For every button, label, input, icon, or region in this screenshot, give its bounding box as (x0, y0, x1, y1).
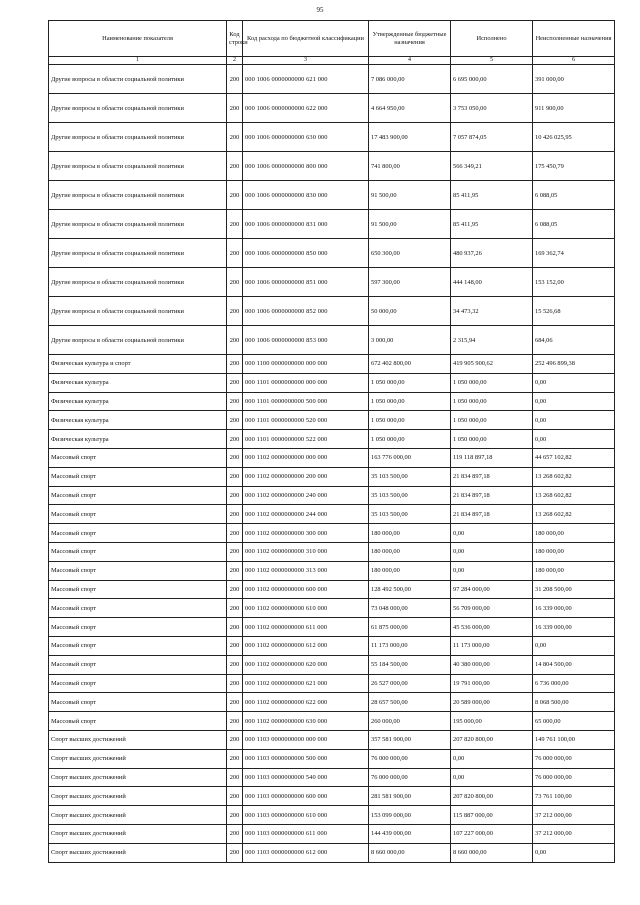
approved-amount-cell: 3 000,00 (369, 326, 451, 355)
line-code-cell: 200 (227, 580, 243, 599)
approved-amount-cell: 128 492 500,00 (369, 580, 451, 599)
line-code-cell: 200 (227, 787, 243, 806)
executed-amount-cell: 85 411,95 (451, 210, 533, 239)
line-code-cell: 200 (227, 239, 243, 268)
approved-amount-cell: 26 527 000,00 (369, 674, 451, 693)
indicator-name-cell: Массовый спорт (49, 448, 227, 467)
table-row (49, 297, 615, 326)
expense-code-cell: 000 1102 0000000000 244 000 (243, 505, 369, 524)
unexecuted-amount-cell: 44 657 102,82 (533, 448, 615, 467)
expense-code-cell: 000 1103 0000000000 500 000 (243, 749, 369, 768)
line-code-cell: 200 (227, 94, 243, 123)
approved-amount-cell: 61 875 000,00 (369, 618, 451, 637)
approved-amount-cell: 357 581 900,00 (369, 730, 451, 749)
executed-amount-cell: 40 380 000,00 (451, 655, 533, 674)
table-row (49, 712, 615, 731)
indicator-name-cell: Физическая культура (49, 430, 227, 449)
expense-code-cell: 000 1006 0000000000 853 000 (243, 326, 369, 355)
executed-amount-cell: 0,00 (451, 524, 533, 543)
line-code-cell: 200 (227, 749, 243, 768)
expense-code-cell: 000 1102 0000000000 610 000 (243, 599, 369, 618)
unexecuted-amount-cell: 169 362,74 (533, 239, 615, 268)
unexecuted-amount-cell: 0,00 (533, 373, 615, 392)
line-code-cell: 200 (227, 65, 243, 94)
executed-amount-cell: 566 349,21 (451, 152, 533, 181)
approved-amount-cell: 28 657 500,00 (369, 693, 451, 712)
executed-amount-cell: 97 284 000,00 (451, 580, 533, 599)
executed-amount-cell: 7 057 874,05 (451, 123, 533, 152)
unexecuted-amount-cell: 180 000,00 (533, 561, 615, 580)
header-expense-code: Код расхода по бюджетной классификации (243, 21, 369, 57)
line-code-cell: 200 (227, 674, 243, 693)
approved-amount-cell: 1 050 000,00 (369, 373, 451, 392)
indicator-name-cell: Спорт высших достижений (49, 843, 227, 862)
unexecuted-amount-cell: 149 761 100,00 (533, 730, 615, 749)
indicator-name-cell: Массовый спорт (49, 580, 227, 599)
executed-amount-cell: 56 709 000,00 (451, 599, 533, 618)
line-code-cell: 200 (227, 693, 243, 712)
line-code-cell: 200 (227, 730, 243, 749)
expense-code-cell: 000 1103 0000000000 611 000 (243, 824, 369, 843)
table-row (49, 486, 615, 505)
approved-amount-cell: 281 581 900,00 (369, 787, 451, 806)
executed-amount-cell: 21 834 897,18 (451, 467, 533, 486)
header-executed: Исполнено (451, 21, 533, 57)
table-row (49, 749, 615, 768)
indicator-name-cell: Массовый спорт (49, 712, 227, 731)
expense-code-cell: 000 1006 0000000000 831 000 (243, 210, 369, 239)
unexecuted-amount-cell: 180 000,00 (533, 542, 615, 561)
approved-amount-cell: 163 776 000,00 (369, 448, 451, 467)
expense-code-cell: 000 1102 0000000000 300 000 (243, 524, 369, 543)
indicator-name-cell: Физическая культура (49, 411, 227, 430)
header-number: 3 (243, 57, 369, 65)
approved-amount-cell: 91 500,00 (369, 181, 451, 210)
executed-amount-cell: 11 173 000,00 (451, 636, 533, 655)
line-code-cell: 200 (227, 355, 243, 374)
indicator-name-cell: Массовый спорт (49, 486, 227, 505)
indicator-name-cell: Массовый спорт (49, 542, 227, 561)
approved-amount-cell: 4 664 950,00 (369, 94, 451, 123)
unexecuted-amount-cell: 153 152,00 (533, 268, 615, 297)
table-row (49, 392, 615, 411)
header-line-code: Код строки (227, 21, 243, 57)
table-row (49, 674, 615, 693)
indicator-name-cell: Массовый спорт (49, 618, 227, 637)
table-row (49, 373, 615, 392)
table-row (49, 239, 615, 268)
expense-code-cell: 000 1101 0000000000 522 000 (243, 430, 369, 449)
table-row (49, 355, 615, 374)
line-code-cell: 200 (227, 824, 243, 843)
expense-code-cell: 000 1102 0000000000 622 000 (243, 693, 369, 712)
header-row (49, 21, 615, 57)
expense-code-cell: 000 1102 0000000000 630 000 (243, 712, 369, 731)
expense-code-cell: 000 1100 0000000000 000 000 (243, 355, 369, 374)
unexecuted-amount-cell: 684,06 (533, 326, 615, 355)
executed-amount-cell: 3 753 050,00 (451, 94, 533, 123)
indicator-name-cell: Массовый спорт (49, 561, 227, 580)
expense-code-cell: 000 1103 0000000000 540 000 (243, 768, 369, 787)
executed-amount-cell: 1 050 000,00 (451, 430, 533, 449)
expense-code-cell: 000 1103 0000000000 610 000 (243, 806, 369, 825)
unexecuted-amount-cell: 180 000,00 (533, 524, 615, 543)
table-row (49, 448, 615, 467)
approved-amount-cell: 91 500,00 (369, 210, 451, 239)
approved-amount-cell: 144 439 000,00 (369, 824, 451, 843)
table-row (49, 152, 615, 181)
expense-code-cell: 000 1102 0000000000 000 000 (243, 448, 369, 467)
header-number: 2 (227, 57, 243, 65)
indicator-name-cell: Спорт высших достижений (49, 824, 227, 843)
indicator-name-cell: Другие вопросы в области социальной политики (49, 65, 227, 94)
header-number: 5 (451, 57, 533, 65)
table-row (49, 94, 615, 123)
unexecuted-amount-cell: 6 736 000,00 (533, 674, 615, 693)
expense-code-cell: 000 1102 0000000000 313 000 (243, 561, 369, 580)
indicator-name-cell: Массовый спорт (49, 505, 227, 524)
indicator-name-cell: Массовый спорт (49, 655, 227, 674)
line-code-cell: 200 (227, 561, 243, 580)
line-code-cell: 200 (227, 618, 243, 637)
table-row (49, 542, 615, 561)
table-row (49, 524, 615, 543)
executed-amount-cell: 34 473,32 (451, 297, 533, 326)
table-row (49, 65, 615, 94)
unexecuted-amount-cell: 14 804 500,00 (533, 655, 615, 674)
table-row (49, 580, 615, 599)
page-number: 95 (316, 6, 324, 14)
approved-amount-cell: 7 086 000,00 (369, 65, 451, 94)
table-row (49, 181, 615, 210)
budget-execution-table (48, 20, 615, 863)
indicator-name-cell: Физическая культура и спорт (49, 355, 227, 374)
executed-amount-cell: 0,00 (451, 768, 533, 787)
indicator-name-cell: Другие вопросы в области социальной политики (49, 297, 227, 326)
approved-amount-cell: 17 483 900,00 (369, 123, 451, 152)
header-number: 1 (49, 57, 227, 65)
indicator-name-cell: Спорт высших достижений (49, 730, 227, 749)
executed-amount-cell: 85 411,95 (451, 181, 533, 210)
expense-code-cell: 000 1006 0000000000 851 000 (243, 268, 369, 297)
indicator-name-cell: Спорт высших достижений (49, 787, 227, 806)
unexecuted-amount-cell: 6 088,05 (533, 210, 615, 239)
indicator-name-cell: Другие вопросы в области социальной политики (49, 152, 227, 181)
approved-amount-cell: 672 402 800,00 (369, 355, 451, 374)
approved-amount-cell: 741 800,00 (369, 152, 451, 181)
approved-amount-cell: 11 173 000,00 (369, 636, 451, 655)
indicator-name-cell: Массовый спорт (49, 693, 227, 712)
executed-amount-cell: 1 050 000,00 (451, 392, 533, 411)
expense-code-cell: 000 1006 0000000000 622 000 (243, 94, 369, 123)
line-code-cell: 200 (227, 430, 243, 449)
table-row (49, 268, 615, 297)
table-row (49, 618, 615, 637)
indicator-name-cell: Спорт высших достижений (49, 806, 227, 825)
unexecuted-amount-cell: 175 450,79 (533, 152, 615, 181)
executed-amount-cell: 21 834 897,18 (451, 486, 533, 505)
line-code-cell: 200 (227, 411, 243, 430)
expense-code-cell: 000 1101 0000000000 000 000 (243, 373, 369, 392)
expense-code-cell: 000 1102 0000000000 310 000 (243, 542, 369, 561)
executed-amount-cell: 207 820 800,00 (451, 730, 533, 749)
indicator-name-cell: Другие вопросы в области социальной политики (49, 210, 227, 239)
header-unexecuted: Неисполненные назначения (533, 21, 615, 57)
approved-amount-cell: 8 660 000,00 (369, 843, 451, 862)
table-row (49, 123, 615, 152)
line-code-cell: 200 (227, 326, 243, 355)
expense-code-cell: 000 1006 0000000000 621 000 (243, 65, 369, 94)
table-row (49, 210, 615, 239)
indicator-name-cell: Массовый спорт (49, 599, 227, 618)
executed-amount-cell: 6 695 000,00 (451, 65, 533, 94)
executed-amount-cell: 0,00 (451, 561, 533, 580)
unexecuted-amount-cell: 31 208 500,00 (533, 580, 615, 599)
unexecuted-amount-cell: 6 088,05 (533, 181, 615, 210)
indicator-name-cell: Другие вопросы в области социальной политики (49, 123, 227, 152)
line-code-cell: 200 (227, 123, 243, 152)
unexecuted-amount-cell: 0,00 (533, 430, 615, 449)
approved-amount-cell: 153 099 000,00 (369, 806, 451, 825)
expense-code-cell: 000 1101 0000000000 500 000 (243, 392, 369, 411)
unexecuted-amount-cell: 8 068 500,00 (533, 693, 615, 712)
indicator-name-cell: Спорт высших достижений (49, 749, 227, 768)
unexecuted-amount-cell: 391 000,00 (533, 65, 615, 94)
line-code-cell: 200 (227, 467, 243, 486)
approved-amount-cell: 180 000,00 (369, 524, 451, 543)
table-row (49, 430, 615, 449)
table-row (49, 467, 615, 486)
unexecuted-amount-cell: 15 526,68 (533, 297, 615, 326)
approved-amount-cell: 180 000,00 (369, 542, 451, 561)
unexecuted-amount-cell: 0,00 (533, 411, 615, 430)
approved-amount-cell: 35 103 500,00 (369, 505, 451, 524)
indicator-name-cell: Другие вопросы в области социальной политики (49, 326, 227, 355)
line-code-cell: 200 (227, 297, 243, 326)
line-code-cell: 200 (227, 268, 243, 297)
table-row (49, 824, 615, 843)
expense-code-cell: 000 1102 0000000000 621 000 (243, 674, 369, 693)
executed-amount-cell: 444 148,00 (451, 268, 533, 297)
indicator-name-cell: Другие вопросы в области социальной политики (49, 268, 227, 297)
table-row (49, 326, 615, 355)
indicator-name-cell: Другие вопросы в области социальной политики (49, 181, 227, 210)
expense-code-cell: 000 1006 0000000000 830 000 (243, 181, 369, 210)
indicator-name-cell: Физическая культура (49, 392, 227, 411)
expense-code-cell: 000 1006 0000000000 630 000 (243, 123, 369, 152)
line-code-cell: 200 (227, 448, 243, 467)
unexecuted-amount-cell: 13 268 602,82 (533, 467, 615, 486)
approved-amount-cell: 1 050 000,00 (369, 392, 451, 411)
expense-code-cell: 000 1102 0000000000 600 000 (243, 580, 369, 599)
line-code-cell: 200 (227, 524, 243, 543)
executed-amount-cell: 0,00 (451, 542, 533, 561)
line-code-cell: 200 (227, 655, 243, 674)
indicator-name-cell: Другие вопросы в области социальной политики (49, 94, 227, 123)
unexecuted-amount-cell: 16 339 000,00 (533, 618, 615, 637)
table-row (49, 411, 615, 430)
expense-code-cell: 000 1103 0000000000 600 000 (243, 787, 369, 806)
table-body (49, 65, 615, 863)
line-code-cell: 200 (227, 152, 243, 181)
line-code-cell: 200 (227, 806, 243, 825)
approved-amount-cell: 180 000,00 (369, 561, 451, 580)
indicator-name-cell: Массовый спорт (49, 636, 227, 655)
expense-code-cell: 000 1102 0000000000 620 000 (243, 655, 369, 674)
expense-code-cell: 000 1102 0000000000 200 000 (243, 467, 369, 486)
unexecuted-amount-cell: 37 212 000,00 (533, 806, 615, 825)
header-indicator-name: Наименование показателя (49, 21, 227, 57)
expense-code-cell: 000 1102 0000000000 240 000 (243, 486, 369, 505)
unexecuted-amount-cell: 0,00 (533, 843, 615, 862)
executed-amount-cell: 21 834 897,18 (451, 505, 533, 524)
executed-amount-cell: 0,00 (451, 749, 533, 768)
line-code-cell: 200 (227, 486, 243, 505)
approved-amount-cell: 50 000,00 (369, 297, 451, 326)
expense-code-cell: 000 1006 0000000000 800 000 (243, 152, 369, 181)
expense-code-cell: 000 1101 0000000000 520 000 (243, 411, 369, 430)
table-row (49, 843, 615, 862)
expense-code-cell: 000 1102 0000000000 611 000 (243, 618, 369, 637)
unexecuted-amount-cell: 16 339 000,00 (533, 599, 615, 618)
indicator-name-cell: Физическая культура (49, 373, 227, 392)
approved-amount-cell: 597 300,00 (369, 268, 451, 297)
table-row (49, 655, 615, 674)
executed-amount-cell: 115 887 000,00 (451, 806, 533, 825)
unexecuted-amount-cell: 37 212 000,00 (533, 824, 615, 843)
executed-amount-cell: 2 315,94 (451, 326, 533, 355)
header-approved: Утвержденные бюджетные назначения (369, 21, 451, 57)
indicator-name-cell: Массовый спорт (49, 467, 227, 486)
executed-amount-cell: 45 536 000,00 (451, 618, 533, 637)
unexecuted-amount-cell: 10 426 025,95 (533, 123, 615, 152)
expense-code-cell: 000 1103 0000000000 000 000 (243, 730, 369, 749)
header-number: 6 (533, 57, 615, 65)
table-row (49, 693, 615, 712)
expense-code-cell: 000 1006 0000000000 850 000 (243, 239, 369, 268)
indicator-name-cell: Массовый спорт (49, 674, 227, 693)
unexecuted-amount-cell: 911 900,00 (533, 94, 615, 123)
executed-amount-cell: 119 118 897,18 (451, 448, 533, 467)
expense-code-cell: 000 1103 0000000000 612 000 (243, 843, 369, 862)
indicator-name-cell: Массовый спорт (49, 524, 227, 543)
line-code-cell: 200 (227, 636, 243, 655)
line-code-cell: 200 (227, 373, 243, 392)
indicator-name-cell: Спорт высших достижений (49, 768, 227, 787)
line-code-cell: 200 (227, 712, 243, 731)
unexecuted-amount-cell: 252 496 899,38 (533, 355, 615, 374)
table-row (49, 787, 615, 806)
executed-amount-cell: 195 000,00 (451, 712, 533, 731)
line-code-cell: 200 (227, 768, 243, 787)
approved-amount-cell: 55 184 500,00 (369, 655, 451, 674)
header-number: 4 (369, 57, 451, 65)
approved-amount-cell: 35 103 500,00 (369, 486, 451, 505)
approved-amount-cell: 650 300,00 (369, 239, 451, 268)
executed-amount-cell: 8 660 000,00 (451, 843, 533, 862)
line-code-cell: 200 (227, 542, 243, 561)
unexecuted-amount-cell: 73 761 100,00 (533, 787, 615, 806)
approved-amount-cell: 73 048 000,00 (369, 599, 451, 618)
table-row (49, 599, 615, 618)
expense-code-cell: 000 1102 0000000000 612 000 (243, 636, 369, 655)
unexecuted-amount-cell: 0,00 (533, 636, 615, 655)
executed-amount-cell: 20 589 000,00 (451, 693, 533, 712)
line-code-cell: 200 (227, 392, 243, 411)
approved-amount-cell: 260 000,00 (369, 712, 451, 731)
table-row (49, 806, 615, 825)
header-number-row (49, 57, 615, 65)
executed-amount-cell: 107 227 000,00 (451, 824, 533, 843)
table-row (49, 636, 615, 655)
unexecuted-amount-cell: 13 268 602,82 (533, 505, 615, 524)
table-row (49, 561, 615, 580)
indicator-name-cell: Другие вопросы в области социальной политики (49, 239, 227, 268)
table-row (49, 768, 615, 787)
table-row (49, 505, 615, 524)
executed-amount-cell: 419 905 900,62 (451, 355, 533, 374)
executed-amount-cell: 19 791 000,00 (451, 674, 533, 693)
unexecuted-amount-cell: 76 000 000,00 (533, 768, 615, 787)
line-code-cell: 200 (227, 505, 243, 524)
line-code-cell: 200 (227, 843, 243, 862)
executed-amount-cell: 1 050 000,00 (451, 411, 533, 430)
unexecuted-amount-cell: 0,00 (533, 392, 615, 411)
unexecuted-amount-cell: 13 268 602,82 (533, 486, 615, 505)
executed-amount-cell: 480 937,26 (451, 239, 533, 268)
approved-amount-cell: 1 050 000,00 (369, 411, 451, 430)
approved-amount-cell: 1 050 000,00 (369, 430, 451, 449)
executed-amount-cell: 1 050 000,00 (451, 373, 533, 392)
line-code-cell: 200 (227, 599, 243, 618)
line-code-cell: 200 (227, 181, 243, 210)
approved-amount-cell: 76 000 000,00 (369, 768, 451, 787)
approved-amount-cell: 35 103 500,00 (369, 467, 451, 486)
line-code-cell: 200 (227, 210, 243, 239)
unexecuted-amount-cell: 65 000,00 (533, 712, 615, 731)
table-row (49, 730, 615, 749)
unexecuted-amount-cell: 76 000 000,00 (533, 749, 615, 768)
expense-code-cell: 000 1006 0000000000 852 000 (243, 297, 369, 326)
executed-amount-cell: 207 820 800,00 (451, 787, 533, 806)
approved-amount-cell: 76 000 000,00 (369, 749, 451, 768)
